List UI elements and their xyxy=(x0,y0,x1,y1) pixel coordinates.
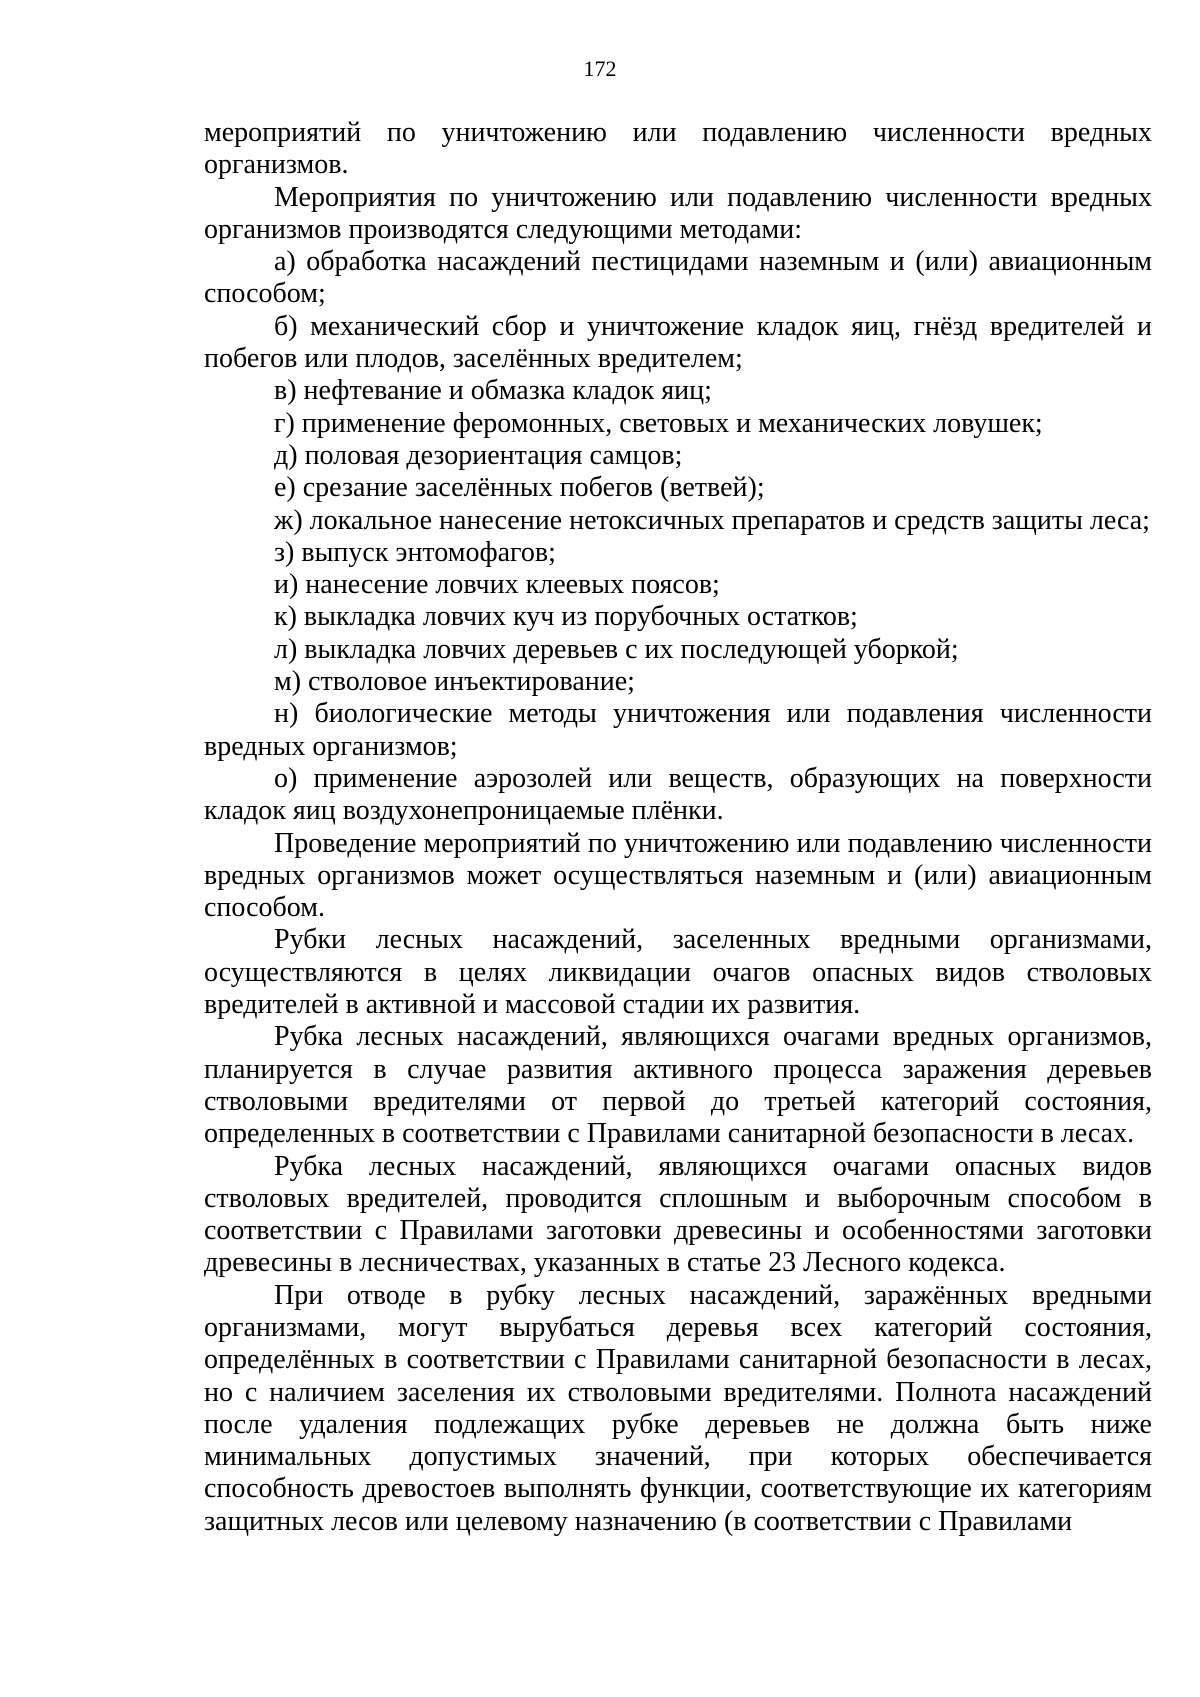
paragraph: Проведение мероприятий по уничтожению или подавлению численности вредных организмов может осуществляться наземным и (или) авиационным способом. xyxy=(204,827,1152,924)
paragraph: Рубки лесных насаждений, заселенных вредными организмами, осуществляются в целях ликвидации очагов опасных видов стволовых вредителей в активной и массовой стадии их развития. xyxy=(204,924,1152,1021)
document-body xyxy=(204,117,1152,1538)
list-item: в) нефтевание и обмазка кладок яиц; xyxy=(274,375,712,407)
list-item: н) биологические методы уничтожения или подавления численности вредных организмов; xyxy=(204,698,1152,762)
page-number: 172 xyxy=(583,56,617,81)
list-item: з) выпуск энтомофагов; xyxy=(274,536,556,568)
paragraph: Рубка лесных насаждений, являющихся очагами опасных видов стволовых вредителей, проводится сплошным и выборочным способом в соответствии с Правилами заготовки древесины и особенностями заготовки древесины в лесничествах, указанных в статье 23 Лесного кодекса. xyxy=(204,1150,1152,1279)
paragraph: При отводе в рубку лесных насаждений, заражённых вредными организмами, могут вырубаться деревья всех категорий состояния, определённых в соответствии с Правилами санитарной безопасности в лесах, но с наличием заселения их стволовыми вредителями. Полнота насаждений после удаления подлежащих рубке деревьев не должна быть ниже минимальных допустимых значений, при которых обеспечивается способность древостоев выполнять функции, соответствующие их категориям защитных лесов или целевому назначению (в соответствии с Правилами xyxy=(204,1279,1152,1537)
list-item: о) применение аэрозолей или веществ, образующих на поверхности кладок яиц воздухонепроницаемые плёнки. xyxy=(204,762,1152,827)
list-item: ж) локальное нанесение нетоксичных препаратов и средств защиты леса; xyxy=(274,504,1150,536)
list-item: а) обработка насаждений пестицидами наземным и (или) авиационным способом; xyxy=(204,246,1152,310)
paragraph: Рубка лесных насаждений, являющихся очагами вредных организмов, планируется в случае развития активного процесса заражения деревьев стволовыми вредителями от первой до третьей категорий состояния, определенных в соответствии с Правилами санитарной безопасности в лесах. xyxy=(204,1021,1152,1150)
list-item: б) механический сбор и уничтожение кладок яиц, гнёзд вредителей и побегов или плодов, заселённых вредителем; xyxy=(204,310,1152,375)
list-item: л) выкладка ловчих деревьев с их последующей уборкой; xyxy=(274,633,959,665)
list-item: д) половая дезориентация самцов; xyxy=(274,439,683,471)
list-item: е) срезание заселённых побегов (ветвей); xyxy=(274,472,765,504)
list-item: и) нанесение ловчих клеевых поясов; xyxy=(274,569,720,601)
list-item: г) применение феромонных, световых и механических ловушек; xyxy=(274,407,1043,439)
paragraph: Мероприятия по уничтожению или подавлению численности вредных организмов производятся следующими методами: xyxy=(204,181,1152,245)
list-item: к) выкладка ловчих куч из порубочных остатков; xyxy=(274,601,858,633)
paragraph: мероприятий по уничтожению или подавлению численности вредных организмов. xyxy=(204,117,1152,181)
list-item: м) стволовое инъектирование; xyxy=(274,666,635,698)
